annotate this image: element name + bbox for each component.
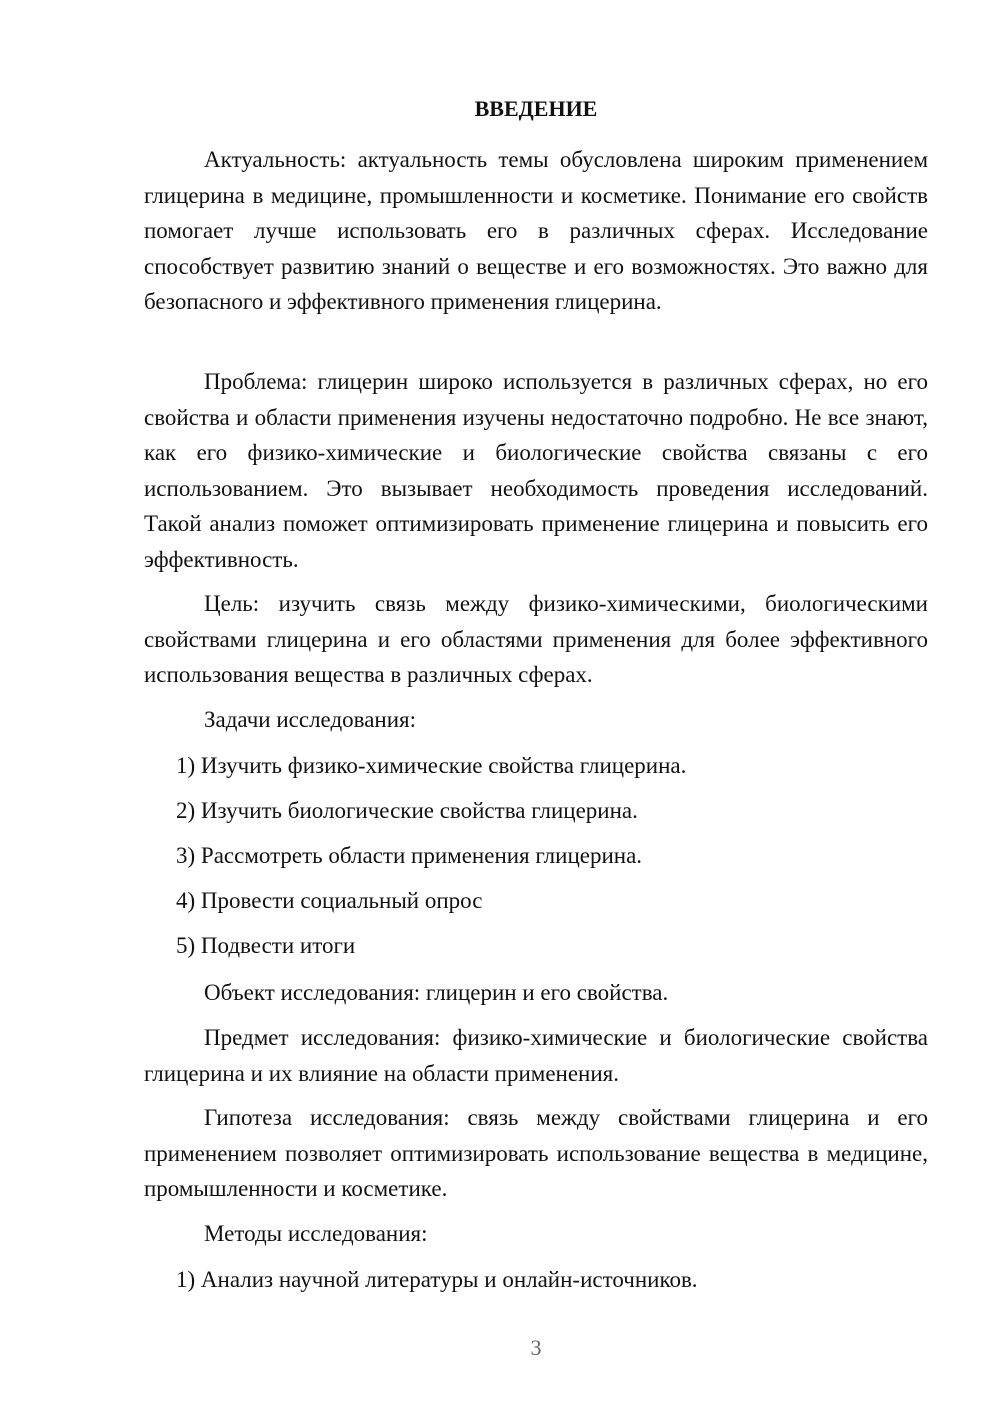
page-number: 3 bbox=[530, 1335, 542, 1360]
method-item: 1) Анализ научной литературы и онлайн-источников. bbox=[176, 1267, 698, 1292]
methods-heading: Методы исследования: bbox=[204, 1221, 428, 1246]
relevance-paragraph: Актуальность: актуальность темы обусловлена широким применением глицерина в медицине, промышленности и косметике. Понимание его свойств помогает лучше использовать его в различных сферах. Исследование способствует развитию знаний о веществе и его возможностях. Это важно для безопасного и эффективного применения глицерина. bbox=[144, 147, 928, 314]
task-item: 5) Подвести итоги bbox=[176, 933, 356, 958]
task-item: 3) Рассмотреть области применения глицерина. bbox=[176, 843, 643, 868]
tasks-heading: Задачи исследования: bbox=[204, 707, 417, 732]
object-paragraph: Объект исследования: глицерин и его свойства. bbox=[204, 980, 669, 1005]
page-title: ВВЕДЕНИЕ bbox=[474, 96, 598, 121]
task-item: 1) Изучить физико-химические свойства глицерина. bbox=[176, 753, 687, 778]
task-item: 4) Провести социальный опрос bbox=[176, 888, 483, 913]
task-item: 2) Изучить биологические свойства глицерина. bbox=[176, 798, 638, 823]
hypothesis-paragraph: Гипотеза исследования: связь между свойствами глицерина и его применением позволяет оптимизировать использование вещества в медицине, промышленности и косметике. bbox=[144, 1105, 928, 1201]
problem-paragraph: Проблема: глицерин широко используется в различных сферах, но его свойства и области применения изучены недостаточно подробно. Не все знают, как его физико-химические и биологические свойства связаны с его использованием. Это вызывает необходимость проведения исследований. Такой анализ поможет оптимизировать применение глицерина и повысить его эффективность. bbox=[144, 369, 928, 572]
subject-paragraph: Предмет исследования: физико-химические и биологические свойства глицерина и их влияние на области применения. bbox=[144, 1025, 928, 1086]
goal-paragraph: Цель: изучить связь между физико-химическими, биологическими свойствами глицерина и его областями применения для более эффективного использования вещества в различных сферах. bbox=[144, 591, 928, 687]
